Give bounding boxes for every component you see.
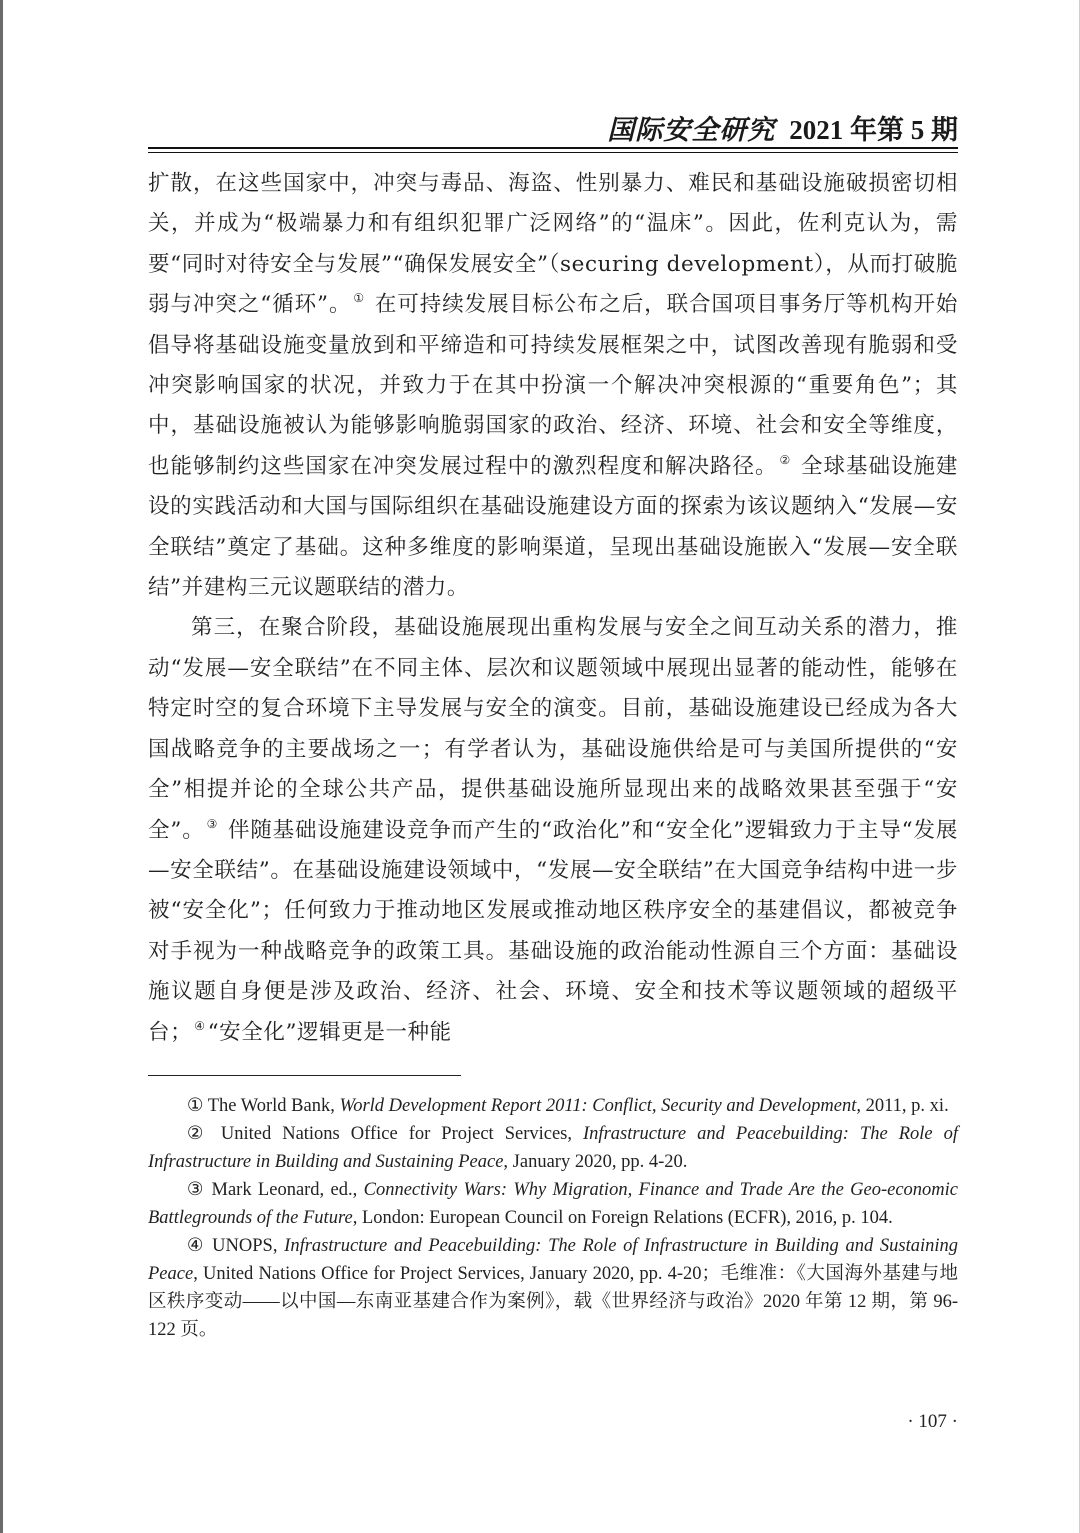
paragraph-1-text-3: 全球基础设施建设的实践活动和大国与国际组织在基础设施建设方面的探索为该议题纳入“发展—安全联结”奠定了基础。这种多维度的影响渠道，呈现出基础设施嵌入“发展—安全联结”并建构三元议题联结的潜力。 bbox=[148, 453, 958, 601]
page-left-edge bbox=[0, 0, 3, 1533]
footnote-ref-3[interactable]: ③ bbox=[206, 816, 219, 831]
paragraph-2-text-1: 第三，在聚合阶段，基础设施展现出重构发展与安全之间互动关系的潜力，推动“发展—安全联结”在不同主体、层次和议题领域中展现出显著的能动性，能够在特定时空的复合环境下主导发展与安全的演变。目前，基础设施建设已经成为各大国战略竞争的主要战场之一；有学者认为，基础设施供给是可与美国所提供的“安全”相提并论的全球公共产品，提供基础设施所显现出来的战略效果甚至强于“安全”。 bbox=[148, 615, 958, 843]
header-rule-thin bbox=[148, 152, 958, 153]
journal-name: 国际安全研究 bbox=[607, 115, 776, 145]
paragraph-1 bbox=[148, 164, 958, 608]
issue-number: 2021 年第 5 期 bbox=[789, 115, 958, 145]
footnote-separator bbox=[148, 1075, 461, 1076]
footnote-ref-1[interactable]: ① bbox=[353, 291, 366, 306]
footnote-3-details: , London: European Council on Foreign Relations (ECFR), 2016, p. 104. bbox=[352, 1208, 893, 1228]
footnotes-section bbox=[148, 1092, 958, 1344]
footnote-3-mark: ③ bbox=[186, 1180, 206, 1200]
footnote-4-author: UNOPS, bbox=[205, 1236, 285, 1256]
footnote-4-mark: ④ bbox=[186, 1236, 206, 1256]
header-rule bbox=[148, 147, 958, 149]
footnote-2-author: United Nations Office for Project Services, bbox=[209, 1124, 584, 1144]
footnote-2 bbox=[148, 1120, 958, 1176]
footnote-1 bbox=[148, 1092, 958, 1120]
footnote-1-details: , 2011, p. xi. bbox=[856, 1096, 949, 1116]
footnote-4-details: , United Nations Office for Project Services, January 2020, pp. 4-20；毛维准：《大国海外基建与地区秩序变动——以中国—东南亚基建合作为案例》，载《世界经济与政治》2020 年第 12 期，第 96-122 页。 bbox=[148, 1264, 958, 1340]
running-header bbox=[148, 108, 958, 146]
footnote-1-author: The World Bank, bbox=[203, 1096, 340, 1116]
paragraph-2 bbox=[148, 608, 958, 1052]
footnote-ref-4[interactable]: ④ bbox=[194, 1018, 206, 1033]
paragraph-2-text-2: 伴随基础设施建设竞争而产生的“政治化”和“安全化”逻辑致力于主导“发展—安全联结”。在基础设施建设领域中，“发展—安全联结”在大国竞争结构中进一步被“安全化”；任何致力于推动地区发展或推动地区秩序安全的基建倡议，都被竞争对手视为一种战略竞争的政策工具。基础设施的政治能动性源自三个方面：基础设施议题自身便是涉及政治、经济、社会、环境、安全和技术等议题领域的超级平台； bbox=[148, 817, 959, 1045]
page-number: · 107 · bbox=[907, 1411, 958, 1432]
paragraph-1-text-1: 扩散，在这些国家中，冲突与毒品、海盗、性别暴力、难民和基础设施破损密切相关，并成为“极端暴力和有组织犯罪广泛网络”的“温床”。因此，佐利克认为，需要“同时对待安全与发展”“确保发展安全”（securing development），从而打破脆弱与冲突之“循环”。 bbox=[148, 171, 958, 318]
footnote-3-author: Mark Leonard, ed., bbox=[205, 1180, 364, 1200]
footnote-ref-2[interactable]: ② bbox=[779, 452, 792, 467]
footnote-1-title: World Development Report 2011: Conflict, Security and Development bbox=[339, 1096, 857, 1116]
footnote-1-mark: ① bbox=[186, 1096, 204, 1116]
paragraph-1-text-2: 在可持续发展目标公布之后，联合国项目事务厅等机构开始倡导将基础设施变量放到和平缔造和可持续发展框架之中，试图改善现有脆弱和受冲突影响国家的状况，并致力于在其中扮演一个解决冲突根源的“重要角色”；其中，基础设施被认为能够影响脆弱国家的政治、经济、环境、社会和安全等维度，也能够制约这些国家在冲突发展过程中的激烈程度和解决路径。 bbox=[148, 292, 959, 479]
footnote-4-title: Infrastructure and Peacebuilding: The Role of Infrastructure in Building and Sustaining Peace bbox=[148, 1236, 958, 1284]
footnote-2-mark: ② bbox=[186, 1124, 210, 1144]
paragraph-2-text-3: “安全化”逻辑更是一种能 bbox=[207, 1019, 452, 1045]
footnote-2-details: , January 2020, pp. 4-20. bbox=[503, 1152, 688, 1172]
footnote-2-title: Infrastructure and Peacebuilding: The Role of Infrastructure in Building and Sustaining Peace bbox=[148, 1124, 959, 1172]
footnote-4 bbox=[148, 1232, 958, 1344]
footnote-3-title: Connectivity Wars: Why Migration, Finance and Trade Are the Geo-economic Battlegrounds of the Future bbox=[148, 1180, 958, 1228]
main-body-text bbox=[148, 164, 958, 1053]
footnote-3 bbox=[148, 1176, 958, 1232]
